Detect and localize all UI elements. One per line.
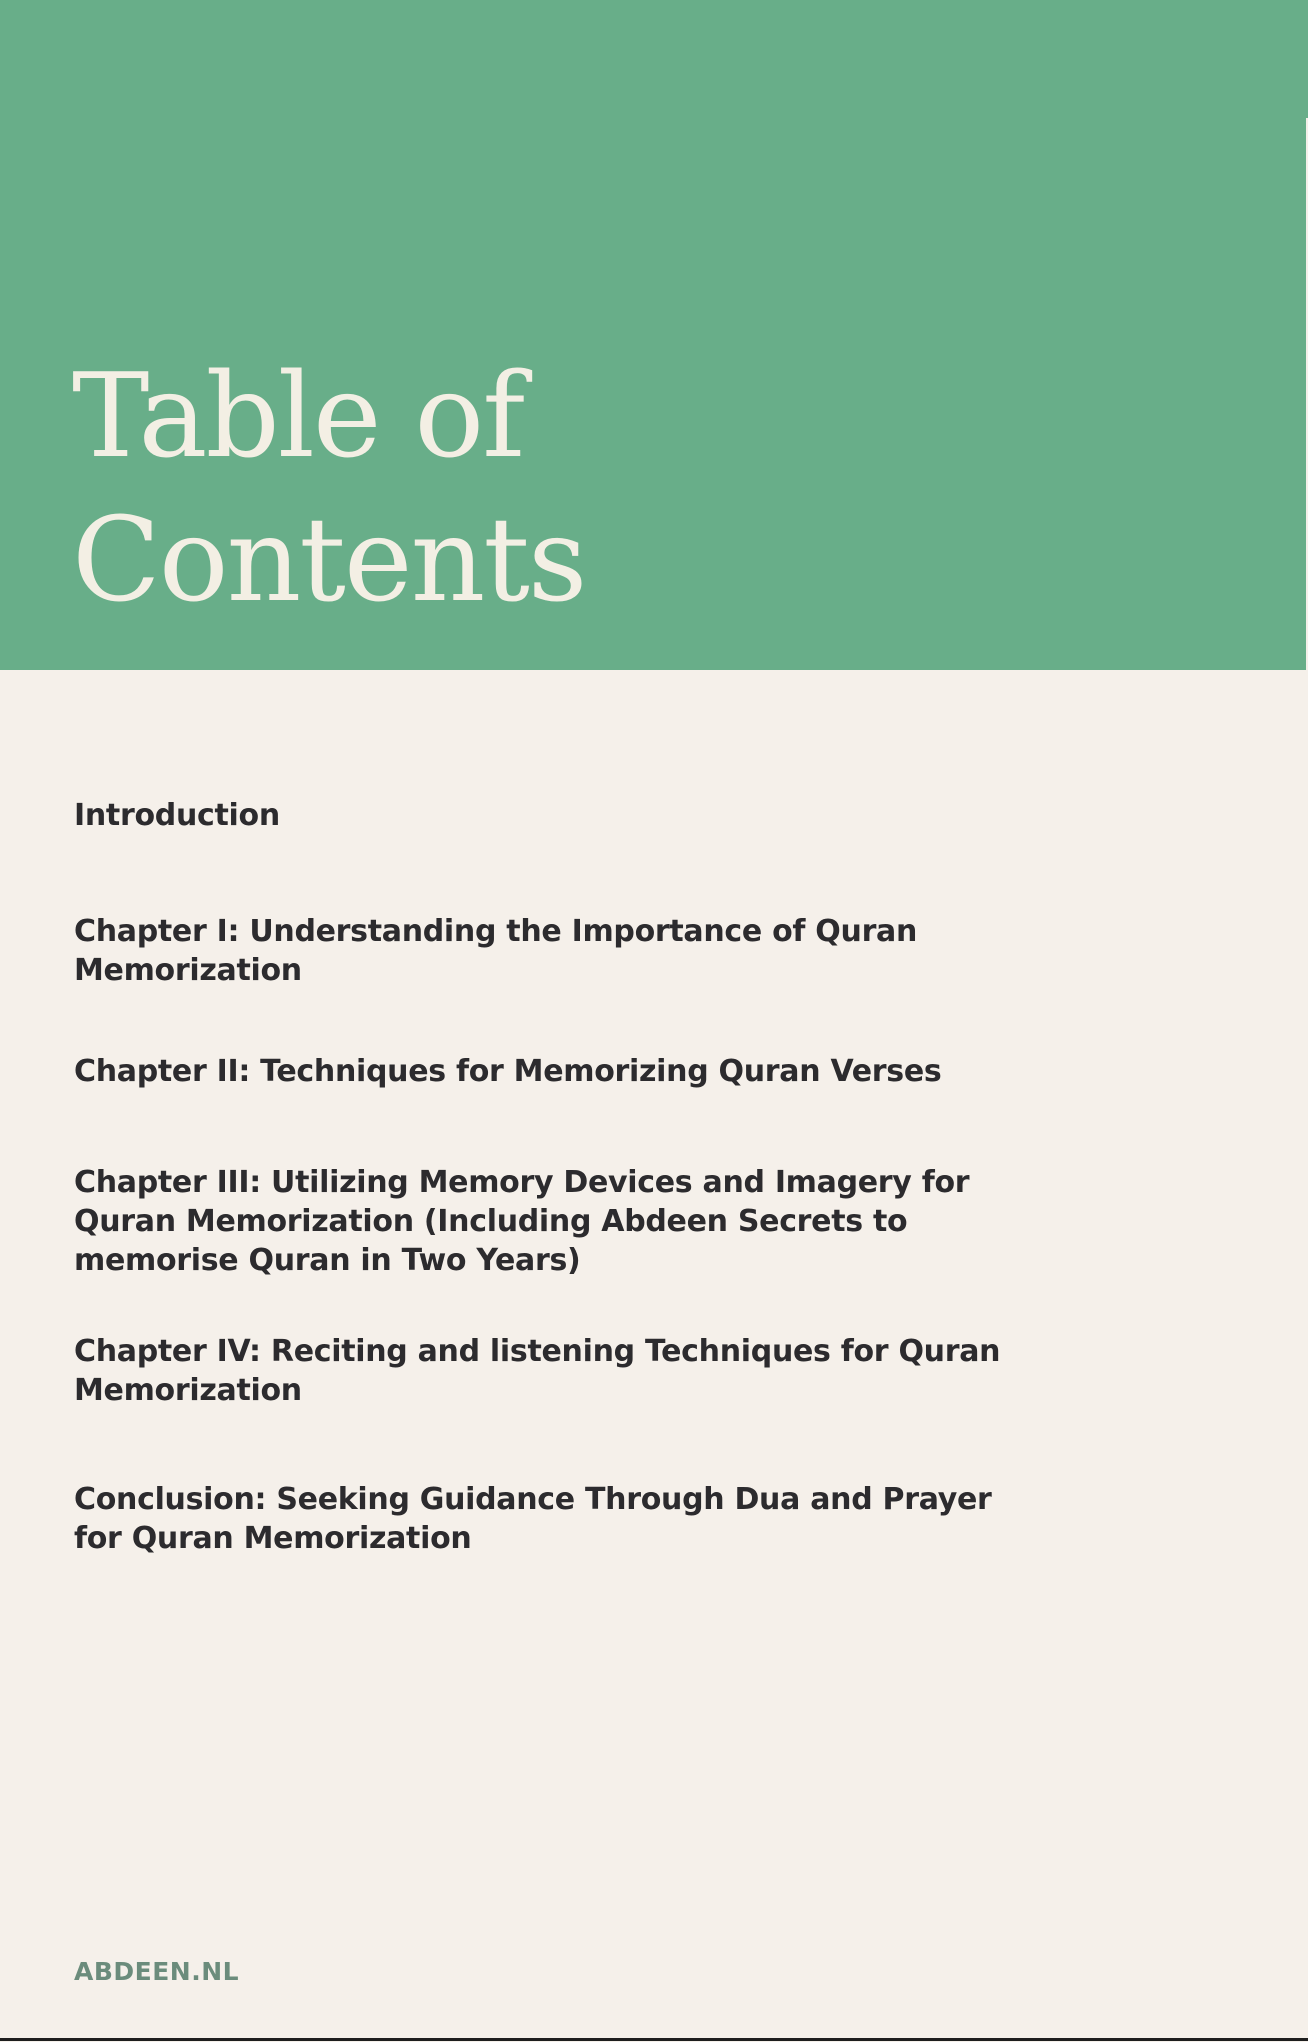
page-title-line-2: Contents bbox=[72, 493, 586, 628]
toc-item-chapter-3[interactable]: Chapter III: Utilizing Memory Devices and Imagery for Quran Memorization (Including Abdeen Secrets to memorise Quran in Two Years) bbox=[74, 1165, 970, 1278]
toc-item-introduction[interactable]: Introduction bbox=[74, 798, 280, 833]
toc-item-conclusion[interactable]: Conclusion: Seeking Guidance Through Dua and Prayer for Quran Memorization bbox=[74, 1482, 992, 1556]
toc-item-chapter-4[interactable]: Chapter IV: Reciting and listening Techniques for Quran Memorization bbox=[74, 1334, 1001, 1408]
page-title-line-1: Table of bbox=[72, 349, 524, 484]
bottom-divider bbox=[0, 2038, 1308, 2041]
toc-item-chapter-1[interactable]: Chapter I: Understanding the Importance of Quran Memorization bbox=[74, 914, 918, 988]
footer-brand: ABDEEN.NL bbox=[74, 1957, 240, 1986]
toc-item-chapter-2[interactable]: Chapter II: Techniques for Memorizing Quran Verses bbox=[74, 1054, 942, 1089]
page-title bbox=[72, 345, 585, 633]
